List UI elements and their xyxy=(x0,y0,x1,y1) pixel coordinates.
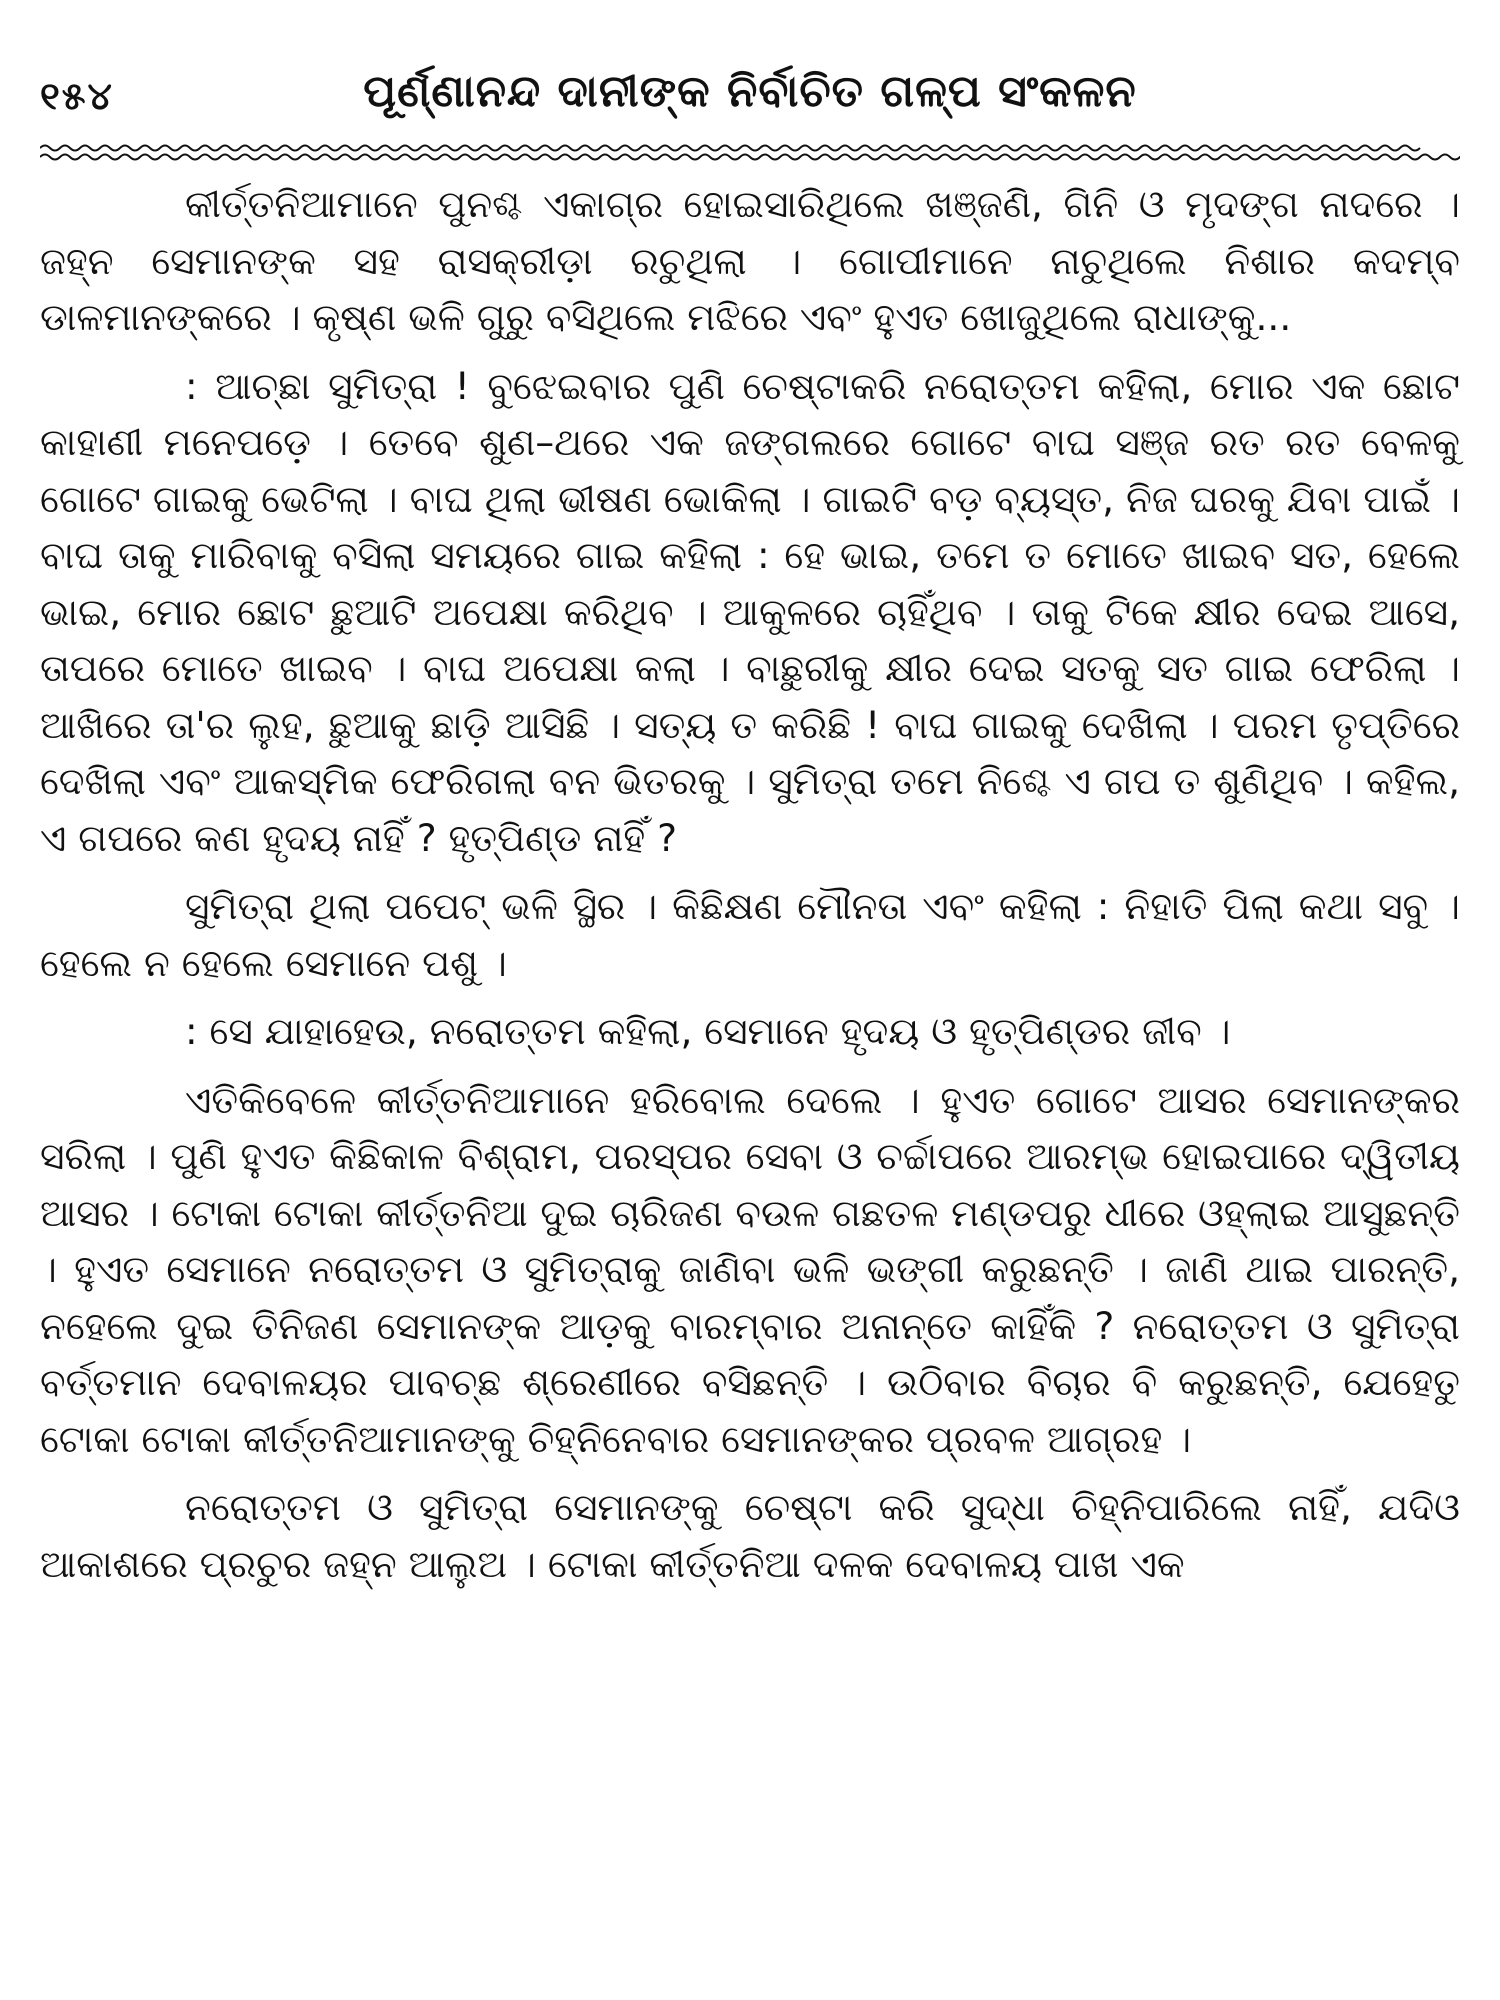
book-title: ପୂର୍ଣ୍ଣାନନ୍ଦ ଦାନୀଙ୍କ ନିର୍ବାଚିତ ଗଳ୍ପ ସଂକଳନ xyxy=(363,66,1137,117)
paragraph-5: ଏତିକିବେଳେ କୀର୍ତ୍ତନିଆମାନେ ହରିବୋଲ ଦେଲେ । ହୁଏତ ଗୋଟେ ଆସର ସେମାନଙ୍କର ସରିଲା । ପୁଣି ହୁଏତ କିଛିକାଳ ବିଶ୍ରାମ, ପରସ୍ପର ସେବା ଓ ଚର୍ଚ୍ଚାପରେ ଆରମ୍ଭ ହୋଇପାରେ ଦ୍ୱିତୀୟ ଆସର । ଟୋକା ଟୋକା କୀର୍ତ୍ତନିଆ ଦୁଇ ଚାରିଜଣ ବଉଳ ଗଛତଳ ମଣ୍ଡପରୁ ଧୀରେ ଓହ୍ଲାଇ ଆସୁଛନ୍ତି । ହୁଏତ ସେମାନେ ନରୋତ୍ତମ ଓ ସୁମିତ୍ରାକୁ ଜାଣିବା ଭଳି ଭଙ୍ଗୀ କରୁଛନ୍ତି । ଜାଣି ଥାଇ ପାରନ୍ତି, ନହେଲେ ଦୁଇ ତିନିଜଣ ସେମାନଙ୍କ ଆଡ଼କୁ ବାରମ୍ବାର ଅନାନ୍ତେ କାହିଁକି ? ନରୋତ୍ତମ ଓ ସୁମିତ୍ରା ବର୍ତ୍ତମାନ ଦେବାଳୟର ପାବଚ୍ଛ ଶ୍ରେଣୀରେ ବସିଛନ୍ତି । ଉଠିବାର ବିଚାର ବି କରୁଛନ୍ତି, ଯେହେତୁ ଟୋକା ଟୋକା କୀର୍ତ୍ତନିଆମାନଙ୍କୁ ଚିହ୍ନିନେବାର ସେମାନଙ୍କର ପ୍ରବଳ ଆଗ୍ରହ । xyxy=(40,1077,1460,1461)
wavy-line-top xyxy=(40,146,1420,151)
page-header xyxy=(40,62,1460,132)
paragraph-1: କୀର୍ତ୍ତନିଆମାନେ ପୁନଶ୍ଚ ଏକାଗ୍ର ହୋଇସାରିଥିଲେ ଖଞ୍ଜଣି, ଗିନି ଓ ମୃଦଙ୍ଗ ନାଦରେ । ଜହ୍ନ ସେମାନଙ୍କ ସହ ରାସକ୍ରୀଡ଼ା ରଚୁଥିଲା । ଗୋପୀମାନେ ନାଚୁଥିଲେ ନିଶାର କଦମ୍ବ ଡାଳମାନଙ୍କରେ । କୃଷ୍ଣ ଭଳି ଗୁରୁ ବସିଥିଲେ ମଝିରେ ଏବଂ ହୁଏତ ଖୋଜୁଥିଲେ ରାଧାଙ୍କୁ... xyxy=(40,182,1460,339)
page-number: ୧୫୪ xyxy=(40,74,114,118)
header-wavy-rule xyxy=(40,140,1460,166)
wavy-line-bottom xyxy=(40,155,1460,160)
paragraph-3: ସୁମିତ୍ରା ଥିଲା ପପେଟ୍ ଭଳି ସ୍ଥିର । କିଛିକ୍ଷଣ ମୌନତା ଏବଂ କହିଲା : ନିହାତି ପିଲା କଥା ସବୁ । ହେଲେ ନ ହେଲେ ସେମାନେ ପଶୁ । xyxy=(40,884,1460,985)
paragraph-6: ନରୋତ୍ତମ ଓ ସୁମିତ୍ରା ସେମାନଙ୍କୁ ଚେଷ୍ଟା କରି ସୁଦ୍ଧା ଚିହ୍ନିପାରିଲେ ନାହିଁ, ଯଦିଓ ଆକାଶରେ ପ୍ରଚୁର ଜହ୍ନ ଆଲୁଅ । ଟୋକା କୀର୍ତ୍ତନିଆ ଦଳକ ଦେବାଳୟ ପାଖ ଏକ xyxy=(40,1485,1460,1586)
page-body xyxy=(40,176,1460,1592)
paragraph-2: : ଆଚ୍ଛା ସୁମିତ୍ରା ! ବୁଝେଇବାର ପୁଣି ଚେଷ୍ଟାକରି ନରୋତ୍ତମ କହିଲା, ମୋର ଏକ ଛୋଟ କାହାଣୀ ମନେପଡ଼େ । ତେବେ ଶୁଣ–ଥରେ ଏକ ଜଙ୍ଗଲରେ ଗୋଟେ ବାଘ ସଞ୍ଜ ରତ ରତ ବେଳକୁ ଗୋଟେ ଗାଇକୁ ଭେଟିଲା । ବାଘ ଥିଲା ଭୀଷଣ ଭୋକିଲା । ଗାଇଟି ବଡ଼ ବ୍ୟସ୍ତ, ନିଜ ଘରକୁ ଯିବା ପାଇଁ । ବାଘ ତାକୁ ମାରିବାକୁ ବସିଲା ସମୟରେ ଗାଇ କହିଲା : ହେ ଭାଇ, ତମେ ତ ମୋତେ ଖାଇବ ସତ, ହେଲେ ଭାଇ, ମୋର ଛୋଟ ଛୁଆଟି ଅପେକ୍ଷା କରିଥିବ । ଆକୁଳରେ ଚାହିଁଥିବ । ତାକୁ ଟିକେ କ୍ଷୀର ଦେଇ ଆସେ, ତାପରେ ମୋତେ ଖାଇବ । ବାଘ ଅପେକ୍ଷା କଲା । ବାଛୁରୀକୁ କ୍ଷୀର ଦେଇ ସତକୁ ସତ ଗାଇ ଫେରିଲା । ଆଖିରେ ତା'ର ଲୁହ, ଛୁଆକୁ ଛାଡ଼ି ଆସିଛି । ସତ୍ୟ ତ କରିଛି ! ବାଘ ଗାଇକୁ ଦେଖିଲା । ପରମ ତୃପ୍ତିରେ ଦେଖିଲା ଏବଂ ଆକସ୍ମିକ ଫେରିଗଲା ବନ ଭିତରକୁ । ସୁମିତ୍ରା ତମେ ନିଶ୍ଚେ ଏ ଗପ ତ ଶୁଣିଥିବ । କହିଲ, ଏ ଗପରେ କଣ ହୃଦୟ ନାହିଁ ? ହୃତ୍‌ପିଣ୍ଡ ନାହିଁ ? xyxy=(40,363,1460,860)
paragraph-4: : ସେ ଯାହାହେଉ, ନରୋତ୍ତମ କହିଲା, ସେମାନେ ହୃଦୟ ଓ ହୃତ୍‌ପିଣ୍ଡର ଜୀବ । xyxy=(185,1009,1231,1053)
